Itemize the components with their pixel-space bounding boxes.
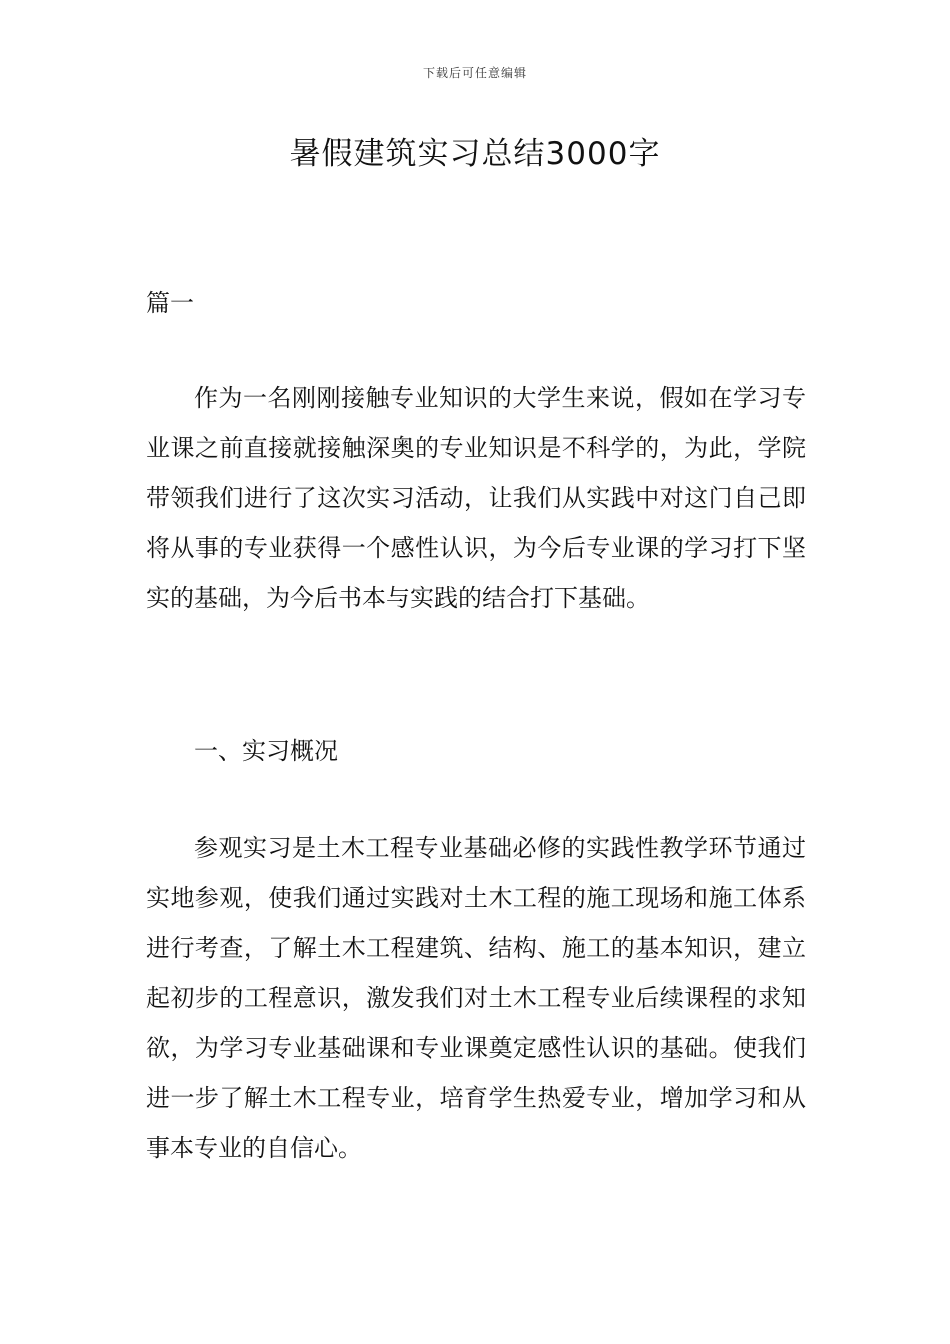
header-note: 下载后可任意编辑 (422, 66, 527, 80)
subheading-overview: 一、实习概况 (194, 737, 338, 765)
document-title: 暑假建筑实习总结3000字 (289, 136, 661, 172)
section-label: 篇一 (146, 289, 194, 317)
paragraph-intro: 作为一名刚刚接触专业知识的大学生来说，假如在学习专业课之前直接就接触深奥的专业知识是不科学的，为此，学院带领我们进行了这次实习活动，让我们从实践中对这门自己即将从事的专业获得一个感性认识，为今后专业课的学习打下坚实的基础，为今后书本与实践的结合打下基础。 (146, 384, 806, 612)
paragraph-overview: 参观实习是土木工程专业基础必修的实践性教学环节通过实地参观，使我们通过实践对土木工程的施工现场和施工体系进行考查，了解土木工程建筑、结构、施工的基本知识，建立起初步的工程意识，激发我们对土木工程专业后续课程的求知欲，为学习专业基础课和专业课奠定感性认识的基础。使我们进一步了解土木工程专业，培育学生热爱专业，增加学习和从事本专业的自信心。 (146, 834, 806, 1162)
